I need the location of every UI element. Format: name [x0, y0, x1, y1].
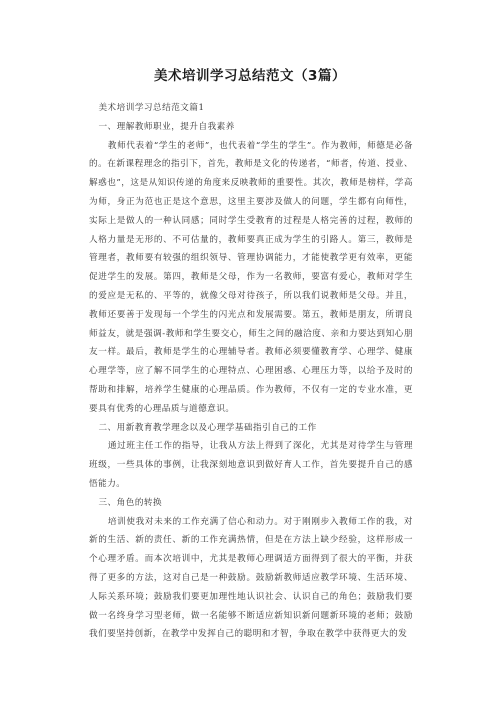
paragraph-3: 培训使我对未来的工作充满了信心和动力。对于刚刚步入教师工作的我，对新的生活、新的责任、新的工作充满热情，但是在方法上缺少经验，这样形成一个心理矛盾。而本次培训中，尤其是教师心理调适方面得到了很大的平衡，并获得了更多的方法，这对自己是一种鼓励。鼓励新教师适应教学环境、生活环境、人际关系环境；鼓励我们要更加理性地认识社会、认识自己的角色；鼓励我们要做一名终身学习型老师，做一名能够不断适应新知识新问题新环境的老师；鼓励我们要坚持创新，在教学中发挥自己的聪明和才智，争取在教学中获得更大的发: [89, 516, 413, 640]
document-title: 美术培训学习总结范文（3篇）: [154, 68, 346, 84]
heading-2: 二、用新教育教学理念以及心理学基础指引自己的工作: [98, 422, 317, 433]
section-subtitle: 美术培训学习总结范文篇1: [98, 103, 205, 113]
paragraph-2: 通过班主任工作的指导，让我从方法上得到了深化，尤其是对待学生与管理班级，一些具体的事例，让我深刻地意识到做好育人工作，首先要提升自己的感悟能力。: [89, 441, 413, 489]
document-body: [89, 99, 413, 644]
heading-3: 三、角色的转换: [98, 497, 163, 508]
paragraph-1: 教师代表着“学生的老师”，也代表着“学生的学生”。作为教师，师德是必备的。在新课程理念的指引下，首先，教师是文化的传递者，“师者，传道、授业、解惑也”，这是从知识传递的角度来反映教师的重要性。其次，教师是榜样，学高为师，身正为范也正是这个意思，这里主要涉及做人的问题，学生都有向师性，实际上是做人的一种认同感；同时学生受教育的过程是人格完善的过程，教师的人格力量是无形的、不可估量的，教师要真正成为学生的引路人。第三，教师是管理者，教师要有较强的组织领导、管理协调能力，才能使教学更有效率，更能促进学生的发展。第四，教师是父母，作为一名教师，要富有爱心，教师对学生的爱应是无私的、平等的，就像父母对待孩子，所以我们说教师是父母。并且，教师还要善于发现每一个学生的闪光点和发展需要。第五，教师是朋友，所谓良师益友，就是强调-教师和学生要交心，师生之间的融洽度、亲和力要达到知心朋友一样。最后，教师是学生的心理辅导者。教师必须要懂教育学、心理学、健康心理学等，应了解不同学生的心理特点、心理困惑、心理压力等，以给予及时的帮助和排解，培养学生健康的心理品质。作为教师，不仅有一定的专业水准，更要具有优秀的心理品质与道德意识。: [89, 140, 413, 414]
heading-1: 一、理解教师职业，提升自我素养: [98, 121, 235, 132]
